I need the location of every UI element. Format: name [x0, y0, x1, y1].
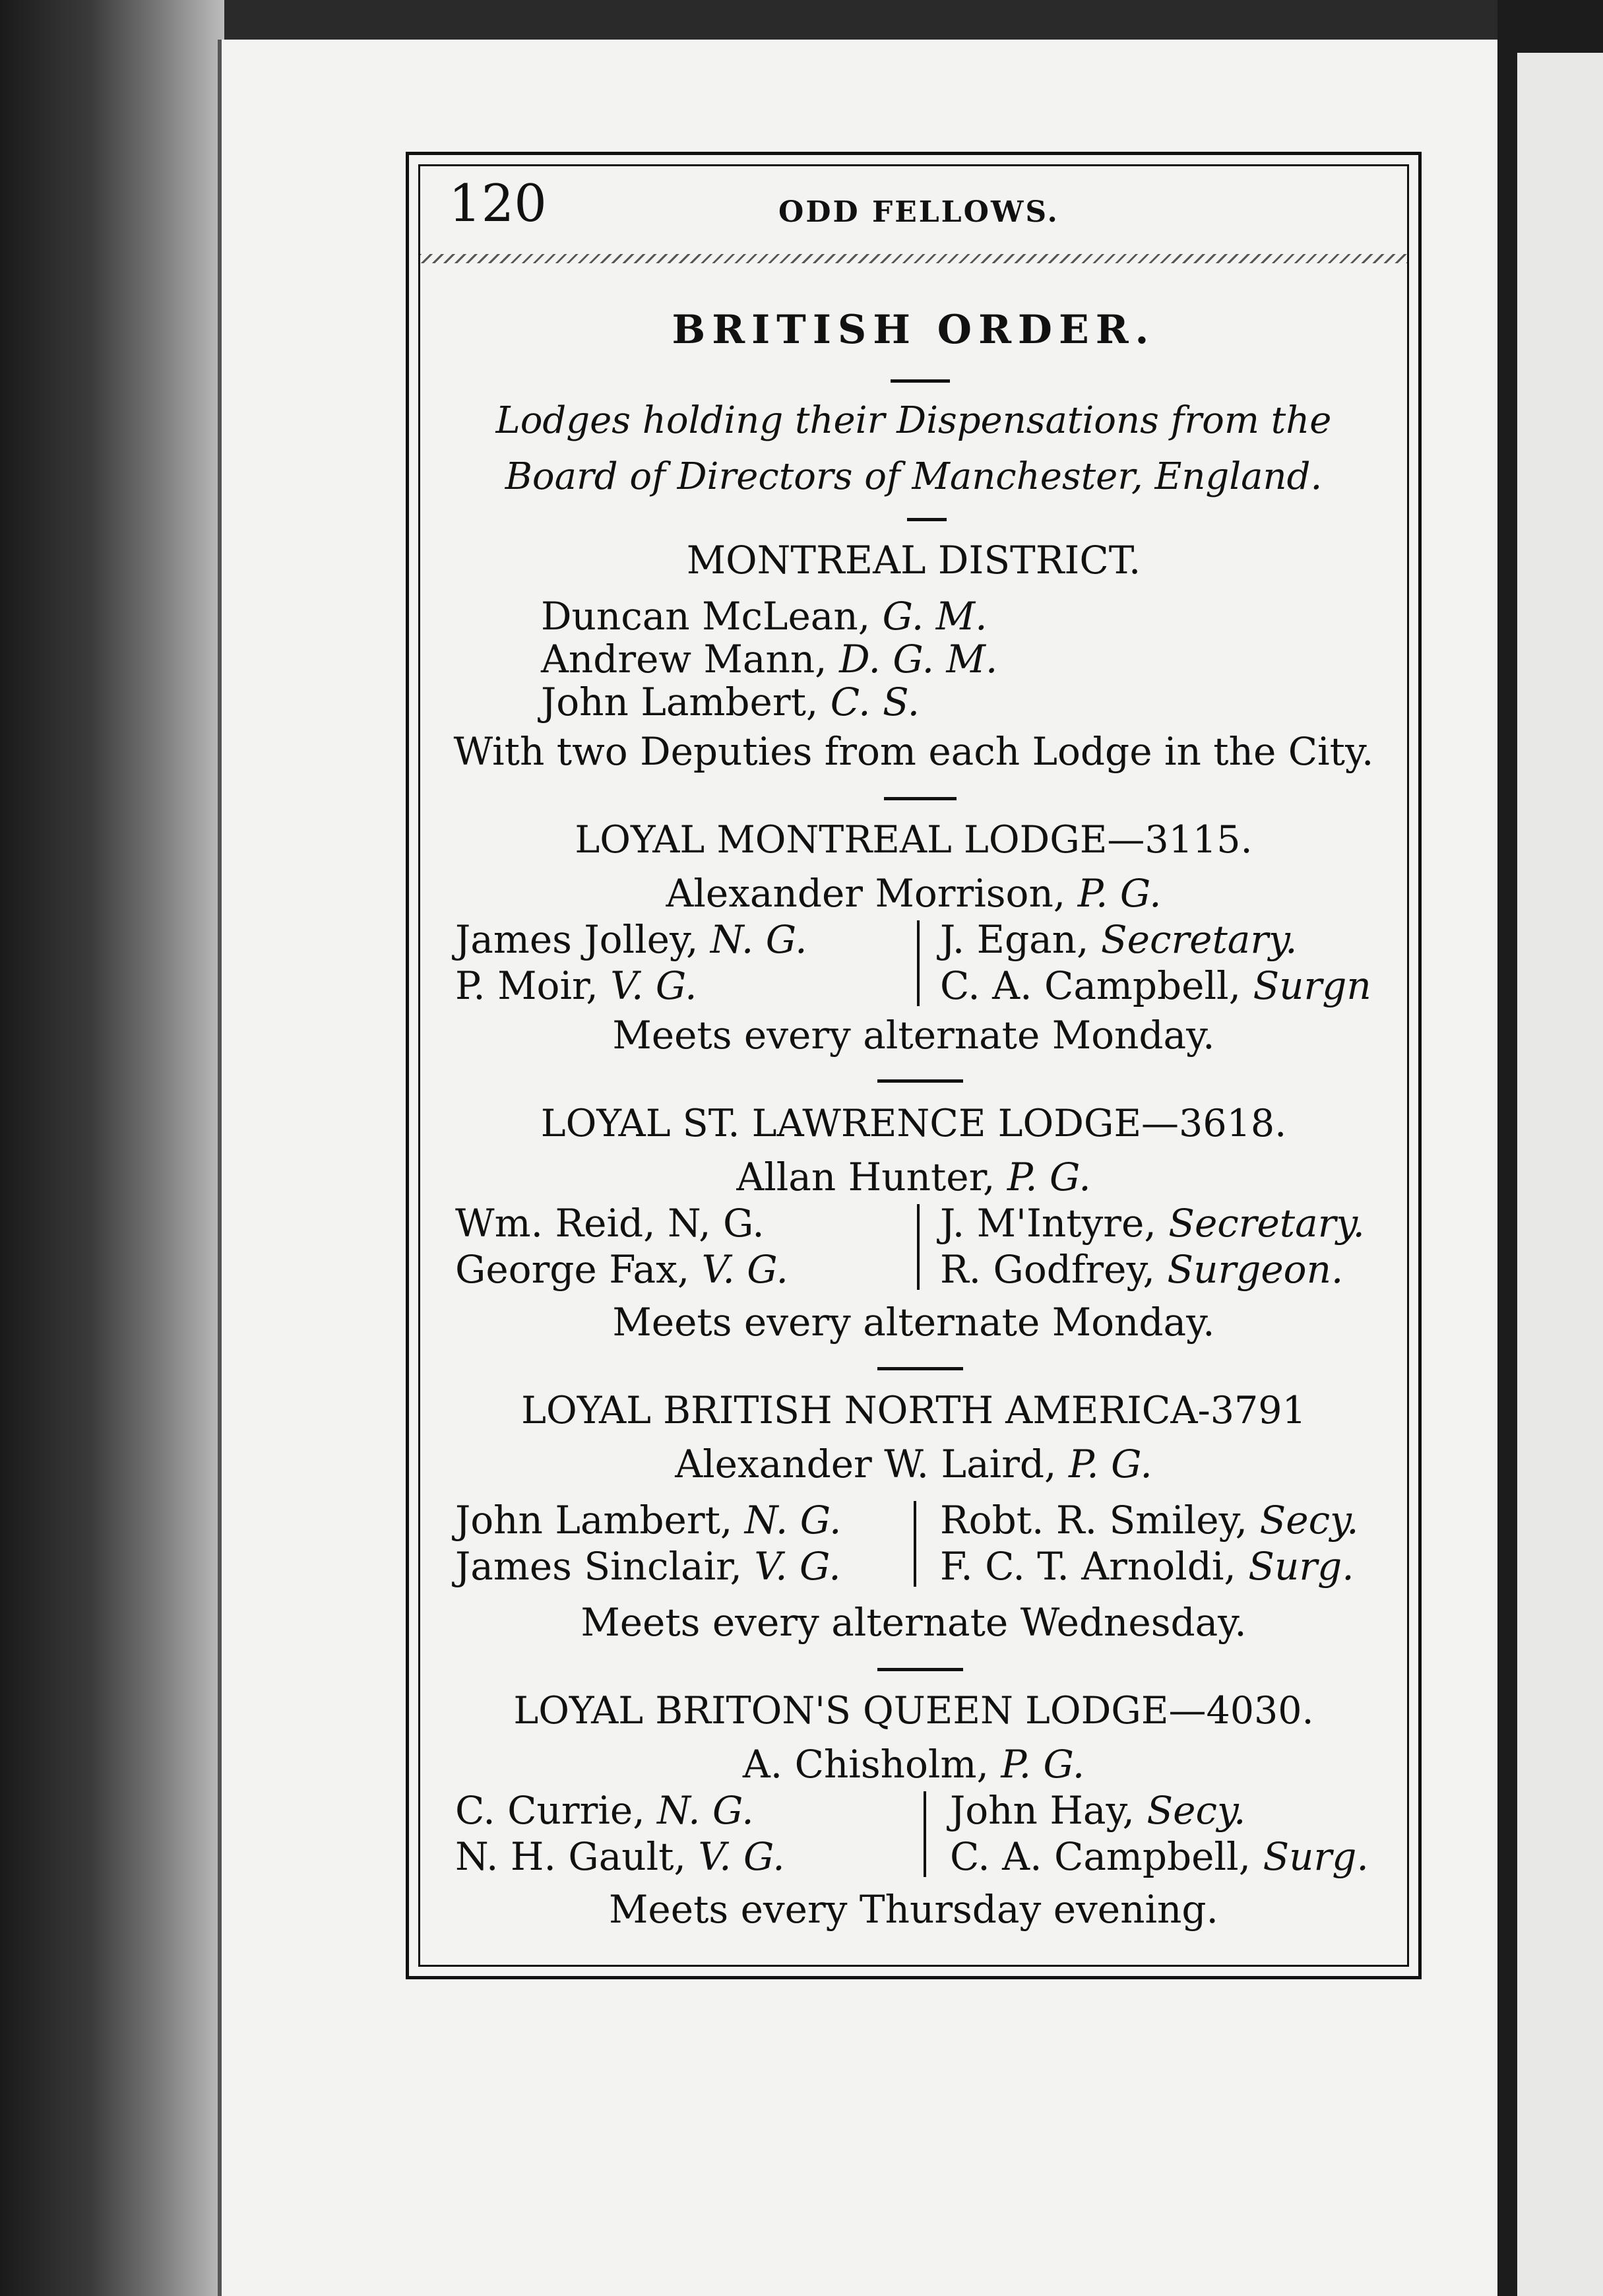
short-rule: [907, 518, 947, 521]
column-divider: [917, 1204, 920, 1290]
lodge-title: LOYAL ST. LAWRENCE LODGE—3618.: [540, 1102, 1287, 1145]
lodge-officer: C. Currie, N. G.: [455, 1788, 754, 1833]
district-note: With two Deputies from each Lodge in the City.: [453, 729, 1374, 774]
lodge-officer: C. A. Campbell, Surgn: [940, 963, 1371, 1008]
lodge-officer: John Hay, Secy.: [950, 1788, 1246, 1833]
lodge-officer: James Sinclair, V. G.: [455, 1544, 841, 1589]
column-divider: [917, 920, 920, 1006]
running-head: ODD FELLOWS.: [778, 195, 1059, 229]
lodge-past-grand: Alexander W. Laird, P. G.: [675, 1442, 1152, 1486]
district-officer: Andrew Mann, D. G. M.: [541, 637, 998, 682]
short-rule: [877, 1668, 963, 1671]
lodge-officer: C. A. Campbell, Surg.: [950, 1834, 1369, 1879]
lodge-meets: Meets every Thursday evening.: [609, 1887, 1218, 1932]
lodge-meets: Meets every alternate Monday.: [612, 1013, 1215, 1058]
lodge-title: LOYAL MONTREAL LODGE—3115.: [575, 818, 1253, 862]
lodge-officer: Wm. Reid, N, G.: [455, 1201, 765, 1246]
lodge-officer: R. Godfrey, Surgeon.: [940, 1247, 1344, 1292]
lodge-meets: Meets every alternate Wednesday.: [581, 1600, 1247, 1645]
ornamental-rule: [419, 254, 1408, 263]
lodge-officer: George Fax, V. G.: [455, 1247, 788, 1292]
lodge-title: LOYAL BRITISH NORTH AMERICA-3791: [521, 1389, 1306, 1432]
book-spine-edge: [0, 0, 224, 2296]
district-title: MONTREAL DISTRICT.: [686, 538, 1141, 583]
district-officer: Duncan McLean, G. M.: [541, 594, 988, 639]
short-rule: [877, 1367, 963, 1370]
lodge-officer: P. Moir, V. G.: [455, 963, 697, 1008]
section-subtitle-1: Lodges holding their Dispensations from the: [495, 399, 1332, 442]
lodge-officer: John Lambert, N. G.: [455, 1498, 842, 1543]
lodge-officer: J. M'Intyre, Secretary.: [940, 1201, 1365, 1246]
column-divider: [914, 1501, 916, 1587]
column-divider: [924, 1791, 926, 1877]
short-rule: [891, 379, 950, 383]
district-officer: John Lambert, C. S.: [541, 680, 920, 724]
lodge-officer: James Jolley, N. G.: [455, 917, 807, 962]
short-rule: [884, 797, 957, 800]
short-rule: [877, 1079, 963, 1083]
lodge-past-grand: Alexander Morrison, P. G.: [666, 871, 1162, 916]
lodge-officer: N. H. Gault, V. G.: [455, 1834, 785, 1879]
lodge-past-grand: A. Chisholm, P. G.: [742, 1742, 1085, 1787]
page-number: 120: [449, 174, 547, 234]
lodge-officer: Robt. R. Smiley, Secy.: [940, 1498, 1359, 1543]
section-title: BRITISH ORDER.: [672, 307, 1156, 353]
facing-page-edge: [1517, 53, 1603, 2296]
lodge-past-grand: Allan Hunter, P. G.: [736, 1155, 1091, 1199]
lodge-officer: J. Egan, Secretary.: [940, 917, 1298, 962]
lodge-meets: Meets every alternate Monday.: [612, 1300, 1215, 1345]
lodge-officer: F. C. T. Arnoldi, Surg.: [940, 1544, 1354, 1589]
lodge-title: LOYAL BRITON'S QUEEN LODGE—4030.: [513, 1689, 1314, 1733]
section-subtitle-2: Board of Directors of Manchester, England.: [505, 455, 1323, 498]
